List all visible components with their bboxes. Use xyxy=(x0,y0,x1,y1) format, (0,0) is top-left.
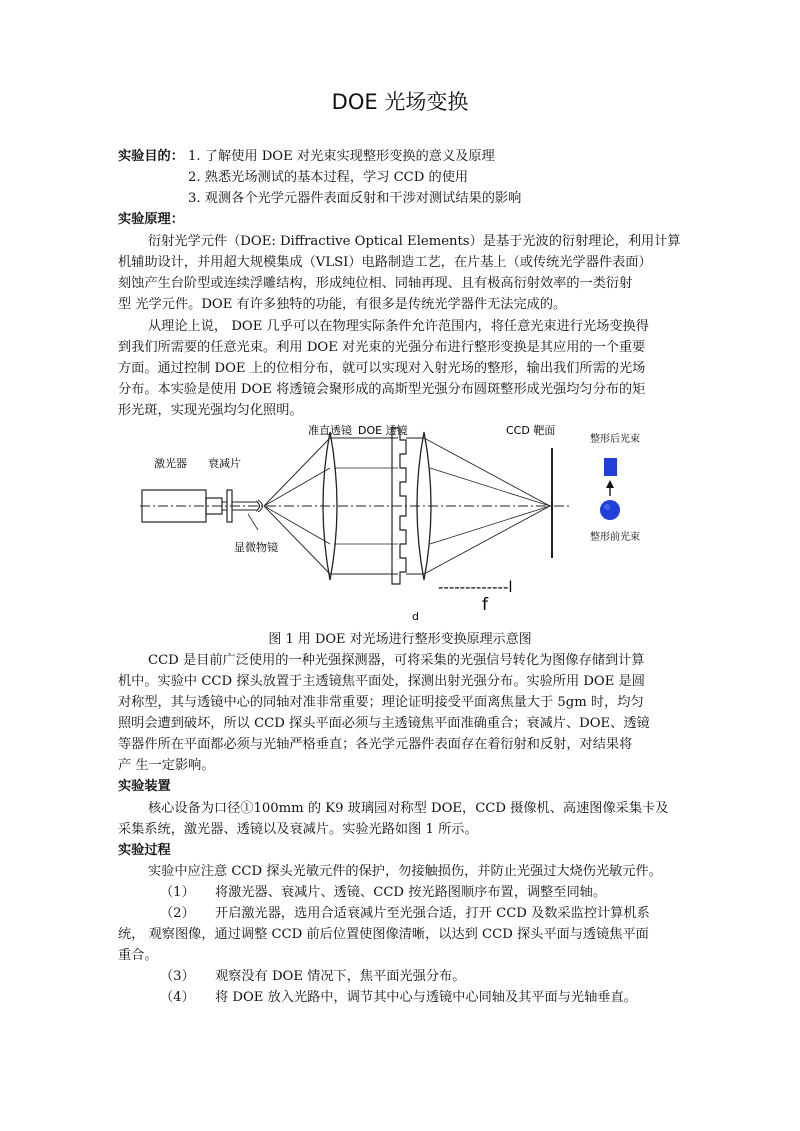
ccd-line: CCD 是目前广泛使用的一种光强探测器，可将采集的光强信号转化为图像存储到计算 xyxy=(148,653,645,668)
shaped-beam-square xyxy=(604,458,617,476)
label-doe: DOE 透镜 xyxy=(358,424,408,437)
page-title: DOE 光场变换 xyxy=(331,90,469,114)
ccd-line: 产 生一定影响。 xyxy=(118,758,215,773)
label-collimator: 准直透镜 xyxy=(308,424,352,437)
equipment-line: 核心设备为口径①100mm 的 K9 玻璃园对称型 DOE，CCD 摄像机、高速图像采集卡及 xyxy=(148,801,669,816)
principle-p2-line: 从理论上说， DOE 几乎可以在物理实际条件允许范围内，将任意光束进行光场变换得 xyxy=(148,319,649,334)
label-d: d xyxy=(412,610,419,623)
label-focal-dashes: -------------l xyxy=(438,578,513,596)
step-line: 将激光器、衰减片、透镜、CCD 按光路图顺序布置，调整至同轴。 xyxy=(215,885,607,900)
equipment-line: 采集系统，激光器、透镜以及衰减片。实验光路如图 1 所示。 xyxy=(118,822,478,837)
step-line: 观察没有 DOE 情况下，焦平面光强分布。 xyxy=(215,969,466,984)
principle-p2-line: 形光斑，实现光强均匀化照明。 xyxy=(118,403,303,418)
principle-p2-line: 到我们所需要的任意光束。利用 DOE 对光束的光强分布进行整形变换是其应用的一个重要 xyxy=(118,340,646,355)
purpose-item-3: 3. 观测各个光学元器件表面反射和干涉对测试结果的影响 xyxy=(188,191,522,206)
label-attenuator: 衰减片 xyxy=(208,457,241,470)
principle-p2-line: 分布。本实验是使用 DOE 将透镜会聚形成的高斯型光强分布圆斑整形成光强均匀分布的矩 xyxy=(118,382,646,397)
step-number: （3） xyxy=(160,969,195,984)
gaussian-beam-circle xyxy=(600,500,620,520)
equipment-heading: 实验装置 xyxy=(118,779,171,794)
label-f: f xyxy=(482,595,488,615)
purpose-heading: 实验目的： xyxy=(118,149,184,164)
principle-p1-line: 衍射光学元件（DOE: Diffractive Optical Elements）是基于光波的衍射理论，利用计算 xyxy=(148,234,681,249)
ccd-line: 对称型，其与透镜中心的同轴对准非常重要；理论证明接受平面离焦量大于 5gm 时，均匀 xyxy=(118,695,644,710)
step-number: （2） xyxy=(160,906,195,921)
ccd-line: 机中。实验中 CCD 探头放置于主透镜焦平面处，探测出射光强分布。实验所用 DOE 是圆 xyxy=(118,674,645,689)
step-line: 将 DOE 放入光路中，调节其中心与透镜中心同轴及其平面与光轴垂直。 xyxy=(215,990,637,1005)
label-objective: 显微物镜 xyxy=(234,541,278,554)
label-ccd: CCD 靶面 xyxy=(506,424,556,437)
principle-p1-line: 机辅助设计，并用超大规模集成（VLSI）电路制造工艺，在片基上（或传统光学器件表面） xyxy=(118,255,652,270)
optical-path-diagram xyxy=(130,418,690,628)
step-line: 重合。 xyxy=(118,948,158,963)
step-number: （4） xyxy=(160,990,195,1005)
purpose-item-1: 1. 了解使用 DOE 对光束实现整形变换的意义及原理 xyxy=(188,149,495,164)
step-line: 统， 观察图像，通过调整 CCD 前后位置使图像清晰，以达到 CCD 探头平面与透镜焦平面 xyxy=(118,927,649,942)
ccd-line: 照明会遭到破坏，所以 CCD 探头平面必须与主透镜焦平面准确重合；衰减片、DOE、透镜 xyxy=(118,716,650,731)
step-number: （1） xyxy=(160,885,195,900)
principle-heading: 实验原理： xyxy=(118,212,184,227)
principle-p1-line: 刻蚀产生台阶型或连续浮雕结构，形成纯位相、同轴再现、且有极高衍射效率的一类衍射 xyxy=(118,276,633,291)
principle-p2-line: 方面。通过控制 DOE 上的位相分布，就可以实现对入射光场的整形，输出我们所需的光场 xyxy=(118,361,646,376)
principle-p1-line: 型 光学元件。DOE 有许多独特的功能，有很多是传统光学器件无法完成的。 xyxy=(118,297,567,312)
label-before-shaping: 整形前光束 xyxy=(590,532,640,543)
label-laser: 激光器 xyxy=(154,457,187,470)
figure-caption: 图 1 用 DOE 对光场进行整形变换原理示意图 xyxy=(268,632,532,647)
process-intro: 实验中应注意 CCD 探头光敏元件的保护，勿接触损伤，并防止光强过大烧伤光敏元件。 xyxy=(148,864,662,879)
process-heading: 实验过程 xyxy=(118,843,171,858)
ccd-line: 等器件所在平面都必须与光轴严格垂直；各光学元器件表面存在着衍射和反射，对结果将 xyxy=(118,737,633,752)
purpose-item-2: 2. 熟悉光场测试的基本过程，学习 CCD 的使用 xyxy=(188,170,469,185)
step-line: 开启激光器，选用合适衰减片至光强合适，打开 CCD 及数采监控计算机系 xyxy=(215,906,650,921)
label-after-shaping: 整形后光束 xyxy=(590,434,640,445)
